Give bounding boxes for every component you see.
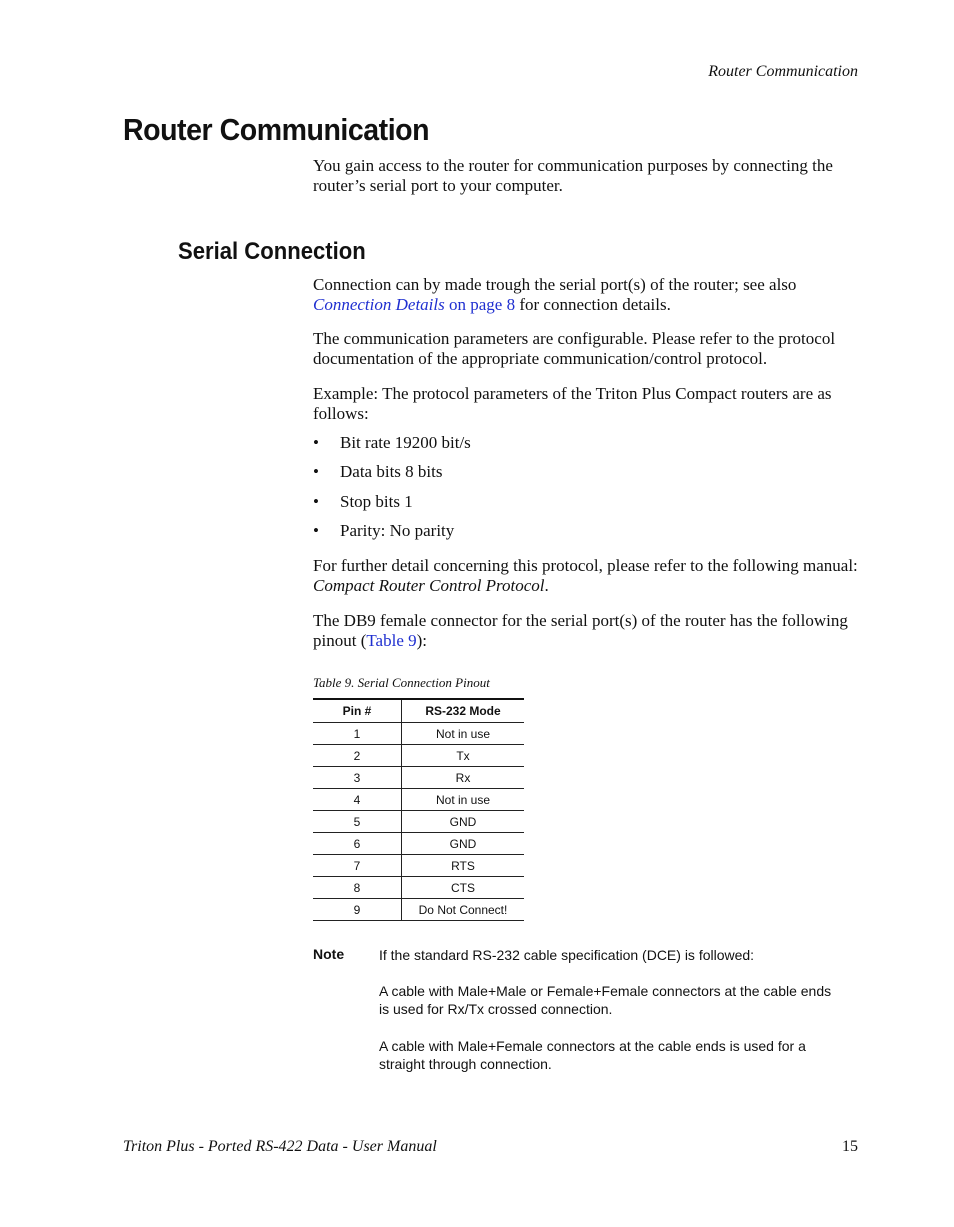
note-line-2: A cable with Male+Male or Female+Female connectors at the cable ends is used for Rx/Tx crossed connection. <box>379 983 832 1017</box>
page-number: 15 <box>842 1138 858 1155</box>
table-header-row <box>313 699 524 723</box>
list-item: • Data bits 8 bits <box>313 462 443 481</box>
manual-reference: Compact Router Control Protocol <box>313 576 545 595</box>
table-row: 9 Do Not Connect! <box>313 899 524 921</box>
table-row: 4 Not in use <box>313 789 524 811</box>
connection-details-page-link[interactable]: on page 8 <box>448 295 516 314</box>
page-title: Router Communication <box>123 112 430 147</box>
table-row: 5 GND <box>313 811 524 833</box>
pinout-paragraph: The DB9 female connector for the serial port(s) of the router has the following pinout (Table 9): <box>313 611 848 650</box>
table-caption: Table 9. Serial Connection Pinout <box>313 675 490 690</box>
connection-text-end: for connection details. <box>515 295 671 314</box>
list-item: • Parity: No parity <box>313 521 455 540</box>
table-row: 6 GND <box>313 833 524 855</box>
table-row: 8 CTS <box>313 877 524 899</box>
pinout-table <box>313 698 524 921</box>
note-line-3: A cable with Male+Female connectors at the cable ends is used for a straight through connection. <box>379 1038 806 1072</box>
parameters-paragraph <box>313 329 858 369</box>
footer-manual-title: Triton Plus - Ported RS-422 Data - User Manual <box>123 1138 437 1155</box>
example-text: Example: The protocol parameters of the Triton Plus Compact routers are as follows: <box>313 384 832 423</box>
connection-text-start: Connection can by made trough the serial port(s) of the router; see also <box>313 275 797 294</box>
section-heading-serial-connection: Serial Connection <box>178 238 366 265</box>
column-header-pin: Pin # <box>313 699 402 723</box>
table-9-link[interactable]: Table 9 <box>366 631 417 650</box>
connection-paragraph <box>313 275 858 315</box>
table-row: 1 Not in use <box>313 723 524 745</box>
note-line-1: If the standard RS-232 cable specification (DCE) is followed: <box>379 947 755 963</box>
further-detail-paragraph: For further detail concerning this protocol, please refer to the following manual: Compact Router Control Protocol. <box>313 556 858 595</box>
column-header-rs232-mode: RS-232 Mode <box>402 699 525 723</box>
table-row: 7 RTS <box>313 855 524 877</box>
parameters-text: The communication parameters are configurable. Please refer to the protocol documentation of the appropriate communication/control protocol. <box>313 329 836 368</box>
intro-text: You gain access to the router for communication purposes by connecting the router’s serial port to your computer. <box>313 156 833 195</box>
note-label: Note <box>313 946 345 962</box>
example-paragraph <box>313 384 858 424</box>
list-item: • Bit rate 19200 bit/s <box>313 433 471 452</box>
list-item: • Stop bits 1 <box>313 492 413 511</box>
running-header: Router Communication <box>708 63 858 80</box>
intro-paragraph <box>313 156 858 196</box>
table-row: 2 Tx <box>313 745 524 767</box>
connection-details-link[interactable]: Connection Details <box>313 295 445 314</box>
table-row: 3 Rx <box>313 767 524 789</box>
